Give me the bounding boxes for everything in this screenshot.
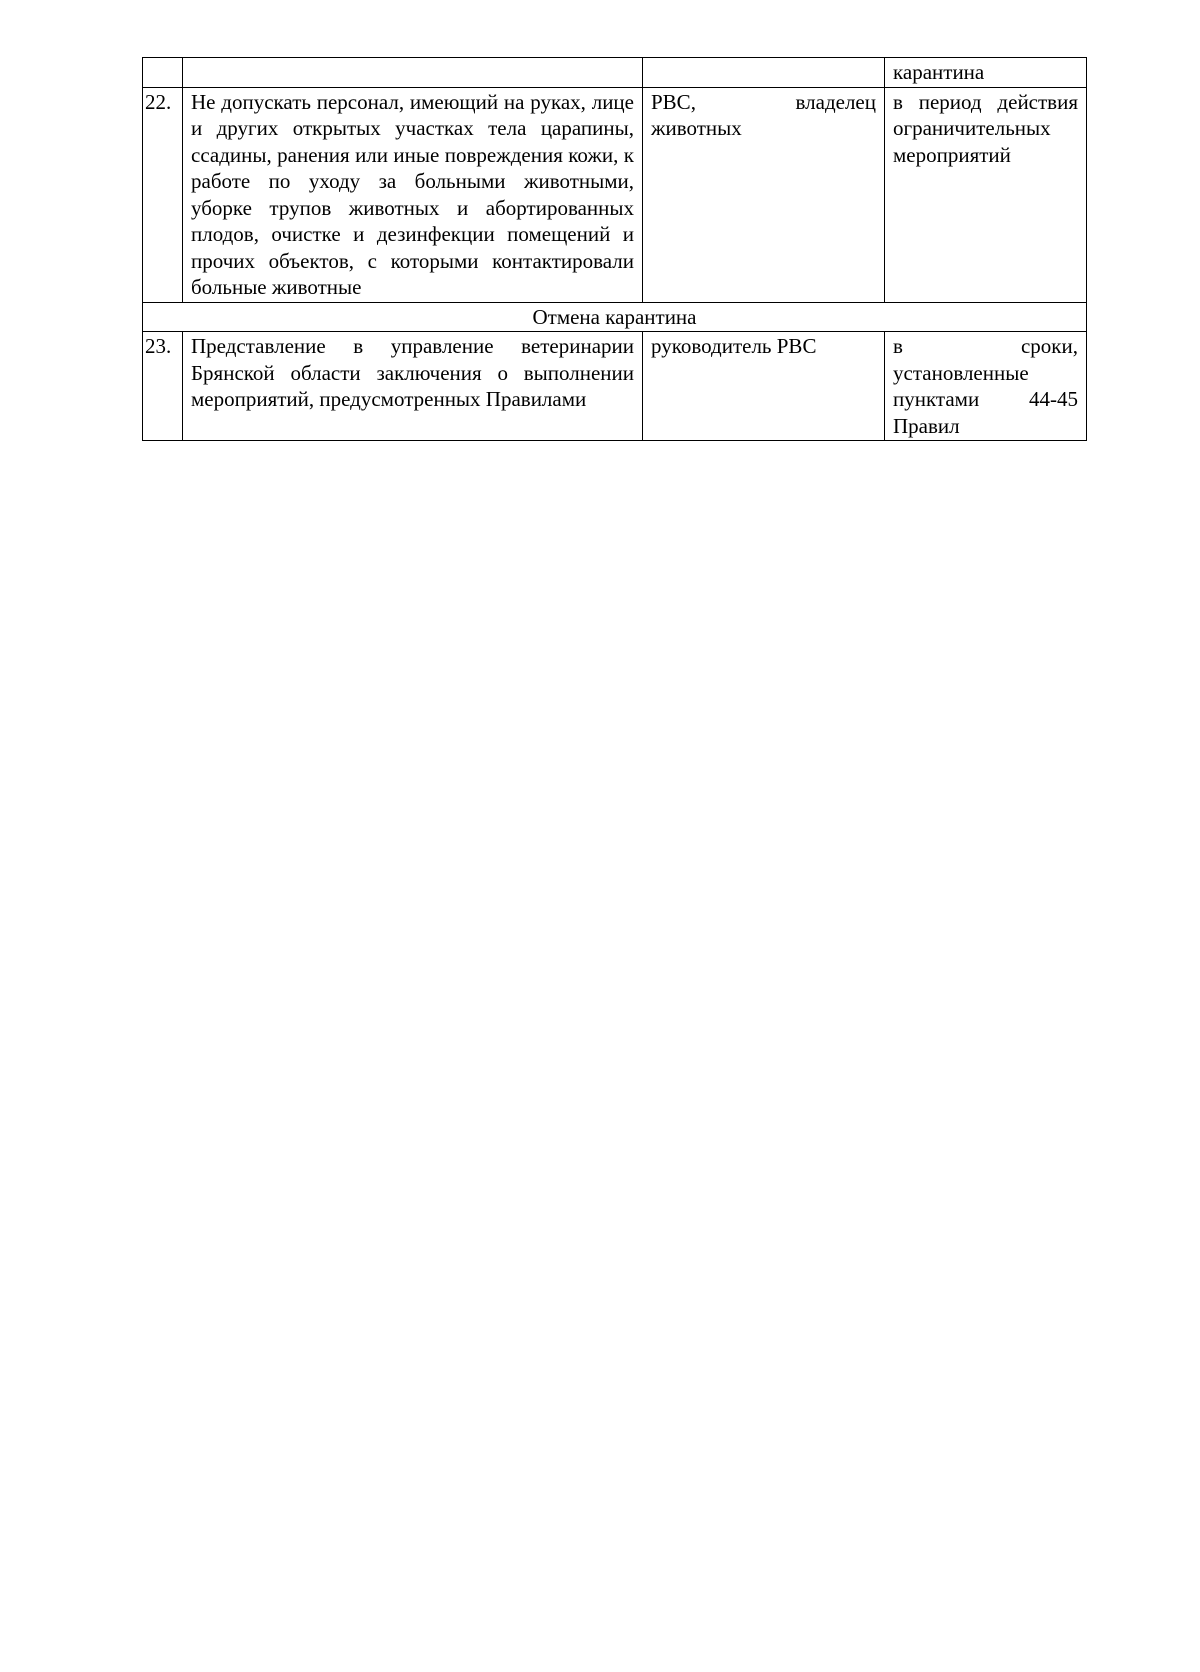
table-row-22	[143, 87, 1087, 302]
table-row-23	[143, 332, 1087, 441]
cell-number: 23.	[143, 332, 183, 441]
cell-responsible: руководитель РВС	[643, 332, 885, 441]
cell-deadline: в сроки, установленные пунктами 44-45 Правил	[885, 332, 1087, 441]
cell-responsible	[643, 58, 885, 88]
cell-responsible: РВС, владелец животных	[643, 87, 885, 302]
cell-number	[143, 58, 183, 88]
table-row-section-header	[143, 302, 1087, 332]
section-header: Отмена карантина	[143, 302, 1087, 332]
cell-measure: Представление в управление ветеринарии Брянской области заключения о выполнении мероприятий, предусмотренных Правилами	[183, 332, 643, 441]
table-row-continuation	[143, 58, 1087, 88]
cell-deadline: карантина	[885, 58, 1087, 88]
cell-measure	[183, 58, 643, 88]
cell-measure: Не допускать персонал, имеющий на руках, лице и других открытых участках тела царапины, ссадины, ранения или иные повреждения кожи, к работе по уходу за больными животными, уборке трупов животных и абортированных плодов, очистке и дезинфекции помещений и прочих объектов, с которыми контактировали больные животные	[183, 87, 643, 302]
cell-number: 22.	[143, 87, 183, 302]
measures-table	[142, 57, 1087, 441]
cell-deadline: в период действия ограничительных мероприятий	[885, 87, 1087, 302]
